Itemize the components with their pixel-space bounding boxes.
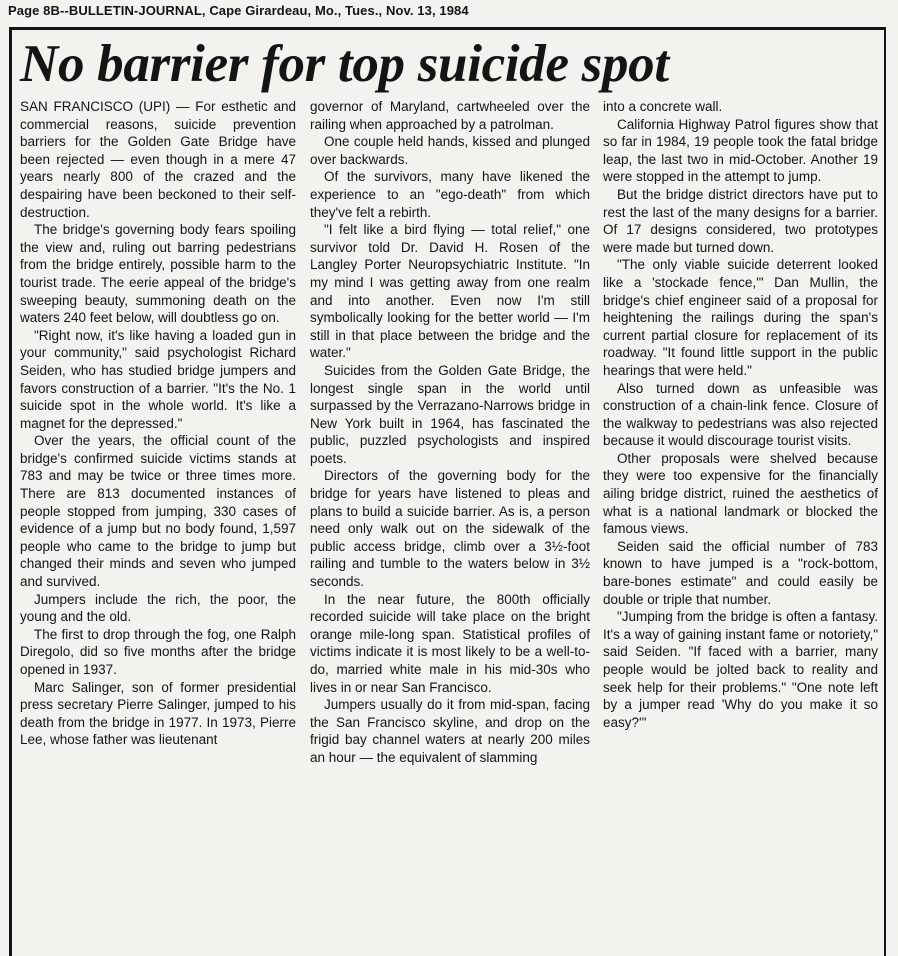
paragraph: Other proposals were shelved because they were too expensive for the financially ailing bridge district, ruined the aesthetics of what is a national landmark or blocked the famous views. xyxy=(603,450,878,537)
paragraph: "Jumping from the bridge is often a fantasy. It's a way of gaining instant fame or notoriety," said Seiden. "If faced with a barrier, many people would be jolted back to reality and seek help for their problems." "One note left by a jumper read 'Why do you make it so easy?'" xyxy=(603,609,878,730)
paragraph: But the bridge district directors have put to rest the last of the many designs for a barrier. Of 17 designs considered, two prototypes were made but turned down. xyxy=(603,186,878,255)
paragraph: Also turned down as unfeasible was construction of a chain-link fence. Closure of the walkway to pedestrians was also rejected because it would discourage tourist visits. xyxy=(603,380,878,449)
paragraph: In the near future, the 800th officially recorded suicide will take place on the bright orange mile-long span. Statistical profiles of victims indicate it is most likely to be a well-to-do, married white male in his mid-30s who lives in or near San Francisco. xyxy=(310,591,590,695)
paragraph: "The only viable suicide deterrent looked like a 'stockade fence,'" Dan Mullin, the bridge's chief engineer said of a proposal for heightening the railings during the span's current partial closure for replacement of its roadway. "It found little support in the public hearings that were held." xyxy=(603,257,878,378)
paragraph: Suicides from the Golden Gate Bridge, the longest single span in the world until surpassed by the Verrazano-Narrows bridge in New York built in 1964, has fascinated the public, puzzled psychologists and inspired poets. xyxy=(310,362,590,466)
paragraph: Over the years, the official count of the bridge's confirmed suicide victims stands at 783 and may be twice or three times more. There are 813 documented instances of people stopped from jumping, 330 cases of evidence of a jump but no body found, 1,597 people who came to the bridge to jump but changed their minds and seven who jumped and survived. xyxy=(20,433,296,590)
paragraph: Seiden said the official number of 783 known to have jumped is a "rock-bottom, bare-bones estimate" and could easily be double or triple that number. xyxy=(603,538,878,607)
article-column-2 xyxy=(310,98,590,767)
paragraph: "Right now, it's like having a loaded gun in your community," said psychologist Richard Seiden, who has studied bridge jumpers and favors construction of a barrier. "It's the No. 1 suicide spot in the whole world. It's like a magnet for the depressed." xyxy=(20,327,296,431)
paragraph: Directors of the governing body for the bridge for years have listened to pleas and plans to build a suicide barrier. As is, a person need only walk out on the sidewalk of the public access bridge, climb over a 3½-foot railing and tumble to the waters below in 3½ seconds. xyxy=(310,468,590,590)
paragraph: SAN FRANCISCO (UPI) — For esthetic and commercial reasons, suicide prevention barriers for the Golden Gate Bridge have been rejected — even though in a mere 47 years nearly 800 of the crazed and the despairing have been beckoned to their self-destruction. xyxy=(20,99,296,220)
paragraph: Jumpers usually do it from mid-span, facing the San Francisco skyline, and drop on the frigid bay channel waters at nearly 200 miles an hour — the equivalent of slamming xyxy=(310,697,590,765)
paragraph: Of the survivors, many have likened the experience to an "ego-death" from which they've felt a rebirth. xyxy=(310,169,590,220)
article-column-3 xyxy=(603,98,878,731)
paragraph: Marc Salinger, son of former presidential press secretary Pierre Salinger, jumped to his death from the bridge in 1977. In 1973, Pierre Lee, whose father was lieutenant xyxy=(20,679,296,748)
paragraph: California Highway Patrol figures show that so far in 1984, 19 people took the fatal bridge leap, the last two in mid-October. Another 19 were stopped in the attempt to jump. xyxy=(603,116,878,185)
paragraph: Jumpers include the rich, the poor, the young and the old. xyxy=(20,591,296,625)
paragraph: The bridge's governing body fears spoiling the view and, ruling out barring pedestrians from the bridge entirely, possible harm to the tourist trade. The eerie appeal of the bridge's sweeping beauty, summoning death on the waters 240 feet below, will doubtless go on. xyxy=(20,222,296,326)
page-header: Page 8B--BULLETIN-JOURNAL, Cape Girardeau, Mo., Tues., Nov. 13, 1984 xyxy=(8,3,469,18)
paragraph: governor of Maryland, cartwheeled over the railing when approached by a patrolman. xyxy=(310,99,590,132)
article-column-1 xyxy=(20,98,296,749)
paragraph: One couple held hands, kissed and plunged over backwards. xyxy=(310,134,590,167)
paragraph: The first to drop through the fog, one Ralph Diregolo, did so five months after the bridge opened in 1937. xyxy=(20,626,296,677)
headline: No barrier for top suicide spot xyxy=(20,35,669,93)
paragraph: "I felt like a bird flying — total relief," one survivor told Dr. David H. Rosen of the Langley Porter Neuropsychiatric Institute. "In my mind I was getting away from one realm and into another. Even now I'm still symbolically looking for the better world — I'm still in that place between the bridge and the water." xyxy=(310,222,590,361)
paragraph: into a concrete wall. xyxy=(603,99,723,114)
